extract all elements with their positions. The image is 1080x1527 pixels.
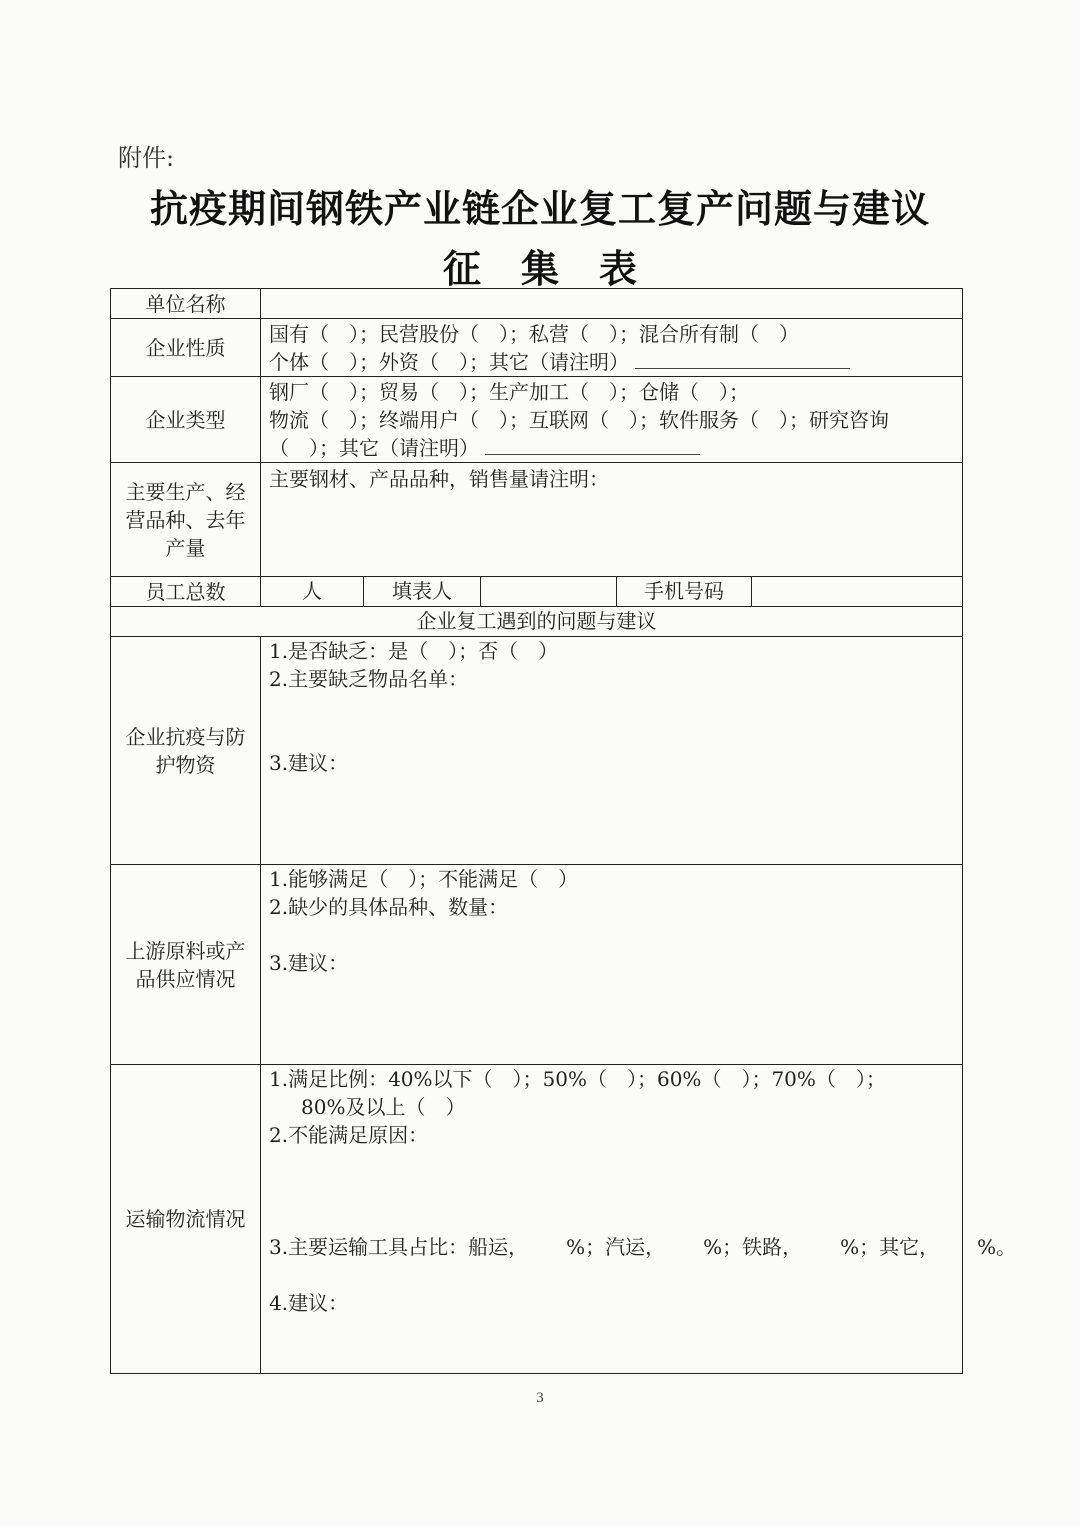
row-staff bbox=[111, 577, 963, 607]
row-nature bbox=[111, 319, 963, 377]
logistics-label: 运输物流情况 bbox=[111, 1065, 261, 1374]
nature-field[interactable] bbox=[261, 319, 963, 377]
epidemic-item1: 1.是否缺乏：是（ ）；否（ ） bbox=[269, 639, 559, 663]
supply-item2: 2.缺少的具体品种、数量： bbox=[269, 895, 509, 919]
staff-unit: 人 bbox=[302, 579, 322, 603]
staff-label: 员工总数 bbox=[111, 577, 261, 607]
epidemic-item2: 2.主要缺乏物品名单： bbox=[269, 667, 469, 691]
epidemic-item3: 3.建议： bbox=[269, 751, 349, 775]
type-field[interactable] bbox=[261, 377, 963, 463]
nature-label: 企业性质 bbox=[111, 319, 261, 377]
section-header: 企业复工遇到的问题与建议 bbox=[111, 607, 963, 637]
form-title: 抗疫期间钢铁产业链企业复工复产问题与建议 bbox=[149, 186, 930, 231]
nature-options-line2: 个体（ ）；外资（ ）；其它（请注明） bbox=[269, 348, 954, 376]
unit-name-label: 单位名称 bbox=[111, 289, 261, 319]
phone-field[interactable] bbox=[752, 577, 963, 607]
epidemic-field[interactable] bbox=[261, 637, 963, 865]
products-hint: 主要钢材、产品品种，销售量请注明： bbox=[269, 467, 609, 491]
supply-item3: 3.建议： bbox=[269, 951, 349, 975]
staff-count-field[interactable] bbox=[261, 577, 364, 607]
row-unit-name bbox=[111, 289, 963, 319]
supply-label: 上游原料或产品供应情况 bbox=[111, 865, 261, 1065]
products-field[interactable] bbox=[261, 463, 963, 577]
row-products bbox=[111, 463, 963, 577]
unit-name-field[interactable] bbox=[261, 289, 963, 319]
filler-label: 填表人 bbox=[364, 577, 481, 607]
logistics-item3: 3.主要运输工具占比：船运， %；汽运， %；铁路， %；其它， %。 bbox=[269, 1235, 1017, 1259]
type-label: 企业类型 bbox=[111, 377, 261, 463]
survey-form-table bbox=[110, 288, 1017, 1374]
logistics-item1: 1.满足比例：40%以下（ ）；50%（ ）；60%（ ）；70%（ ）； bbox=[269, 1067, 886, 1091]
row-supply bbox=[111, 865, 963, 1065]
page-number: 3 bbox=[536, 1390, 544, 1406]
row-section-header bbox=[111, 607, 963, 637]
logistics-item4: 4.建议： bbox=[269, 1291, 349, 1315]
row-logistics bbox=[111, 1065, 963, 1374]
epidemic-label: 企业抗疫与防护物资 bbox=[111, 637, 261, 865]
type-options-line3: （ ）；其它（请注明） bbox=[269, 434, 954, 462]
products-label: 主要生产、经营品种、去年产量 bbox=[111, 463, 261, 577]
row-type bbox=[111, 377, 963, 463]
phone-label: 手机号码 bbox=[617, 577, 752, 607]
row-epidemic bbox=[111, 637, 963, 865]
nature-other-blank[interactable] bbox=[635, 350, 850, 369]
type-other-blank[interactable] bbox=[485, 436, 700, 455]
type-options-line1: 钢厂（ ）；贸易（ ）；生产加工（ ）；仓储（ ）； bbox=[269, 379, 749, 404]
supply-item1: 1.能够满足（ ）；不能满足（ ） bbox=[269, 867, 579, 891]
supply-field[interactable] bbox=[261, 865, 963, 1065]
logistics-item1b: 80%及以上（ ） bbox=[301, 1095, 466, 1119]
attachment-label: 附件: bbox=[118, 144, 175, 172]
filler-field[interactable] bbox=[481, 577, 617, 607]
form-subtitle: 征集表 bbox=[442, 246, 677, 291]
nature-options-line1: 国有（ ）；民营股份（ ）；私营（ ）；混合所有制（ ） bbox=[269, 321, 799, 346]
logistics-field[interactable] bbox=[261, 1065, 1017, 1374]
type-options-line2: 物流（ ）；终端用户（ ）；互联网（ ）；软件服务（ ）；研究咨询 bbox=[269, 407, 889, 432]
logistics-item2: 2.不能满足原因： bbox=[269, 1123, 429, 1147]
